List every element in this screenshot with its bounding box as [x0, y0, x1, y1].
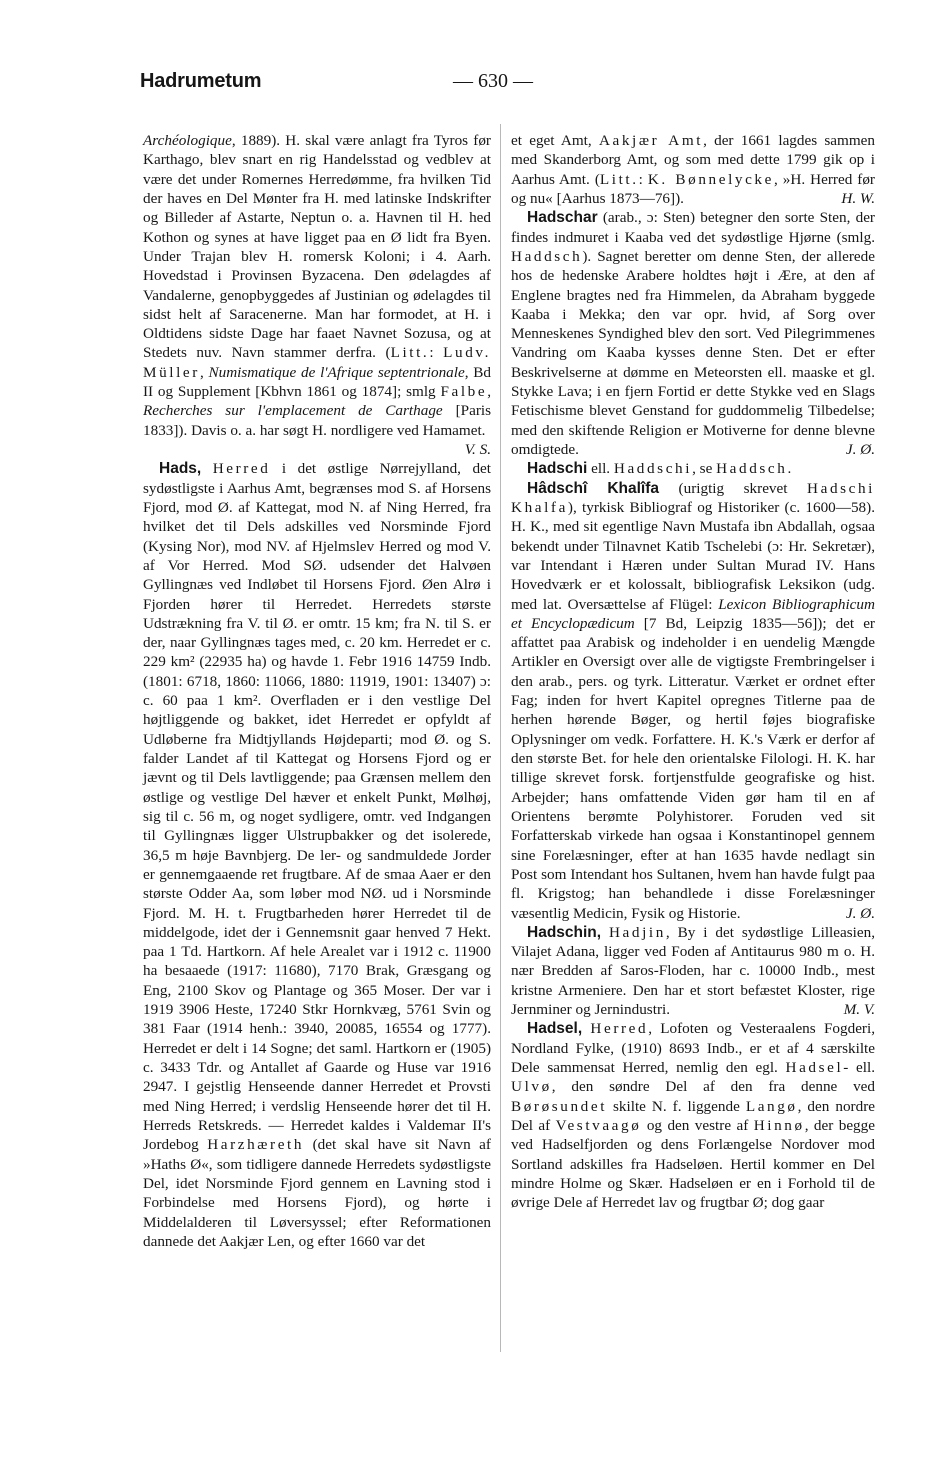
text-spaced: Haddsch	[511, 247, 583, 265]
entry-hadsel	[511, 1019, 875, 1212]
text-spaced: Litt.	[390, 344, 430, 362]
author-signature: J. Ø.	[845, 441, 875, 458]
text: , se	[692, 460, 717, 478]
entry-headword: Hadsel,	[527, 1020, 583, 1038]
text: (det skal have sit Navn af »Haths Ø«, som tidligere dannede Herredets sydøstligste Del, idet Norsminde Fjord gennem en Lavning stod i Forbindelse med Horsens Fjord), og hørte i Middelalderen til Løversyssel; efter Reformationen dannede det Aakjær Len, og efter 1660 var det	[143, 1136, 491, 1250]
text: , der 1661 lagdes sammen med Skanderborg Amt, og som med dette 1799 gik op i Aarhus Amt. (	[511, 132, 875, 188]
text-spaced: Børøsundet	[511, 1097, 608, 1115]
text-spaced: Hadjin	[608, 923, 666, 941]
text-spaced: Haddsch	[716, 460, 788, 478]
text: ell.	[587, 460, 614, 478]
entry-headword: Hadschi	[527, 460, 588, 478]
entry-hads	[143, 459, 491, 1251]
text-spaced: Haddschi	[613, 460, 693, 478]
text-italic: Archéologique	[143, 132, 232, 149]
entry-hadrumetum-continued	[143, 131, 491, 440]
text-spaced: Ludv. Müller	[143, 344, 491, 381]
text-spaced: Litt.	[599, 170, 639, 188]
text-spaced: Hinnø	[753, 1116, 805, 1134]
text: .	[787, 460, 792, 478]
author-signature: H. W.	[841, 189, 875, 207]
text-spaced: Langø	[745, 1097, 798, 1115]
text-spaced: Hadsel	[785, 1059, 844, 1076]
text: ,	[199, 363, 209, 381]
text: :	[429, 344, 444, 362]
text: , »H. Herred før og nu« [Aarhus 1873—76]).	[511, 170, 875, 207]
text: , By i det sydøstlige Lilleasien, Vilajet Adana, ligger ved Foden af Antitaurus 980 m o. H. nær Bredden af Saros-Floden, har c. 10000 Indb., mest kristne Armeniere. Den har et stort befæstet Kloster, rige Jernminer og Jernindustri.	[511, 923, 875, 1019]
text: og den vestre af	[641, 1116, 754, 1134]
text: :	[638, 170, 648, 188]
text: ,	[487, 383, 491, 401]
text-spaced: Herred	[212, 460, 271, 478]
text-spaced: Vestvaagø	[555, 1116, 642, 1134]
text: et eget Amt,	[511, 132, 599, 149]
text: i det østlige Nørrejylland, det sydøstligste i Aarhus Amt, begrænses mod S. af Horsens Fjord, mod Ø. af Kattegat, mod N. af Ning Herred, fra hvilket det til Dels adskilles ved Norsminde Fjord (Kysing Nor), mod NV. af Hjelmslev Herred og mod V. af Vor Herred. Mod SØ. udsender det Halvøen Gyllingnæs ved Indløbet til Horsens Fjord. Øen Alrø i Fjorden hører til Herredet. Herredets største Udstrækning fra V. til Ø. er omtr. 15 km; fra N. til S. er der, naar Gyllingnæs tages med, c. 20 km. Herredet er c. 229 km² (22935 ha) og havde 1. Febr 1916 14759 Indb. (1801: 6718, 1860: 11066, 1880: 11919, 1901: 13407) ɔ: c. 60 paa 1 km². Overfladen er i den vestlige Del højtliggende og bakket, idet Herredet er opfyldt af Udløberne fra Midtjyllands Højdeparti; mod Ø. og S. falder Landet af til Kattegat og Horsens Fjord og er jævnt og til Dels lavtliggende; paa Grænsen mellem den østlige og vestlige Del hæver et enkelt Punkt, Mølhøj, sig til c. 56 m, og noget sydligere, omtr. ved Indgangen til Gyllingnæs ligger Ulstrupbakker og det isolerede, 36,5 m høje Bavnbjerg. De ler- og sandmuldede Jorder er gennemgaaende ret frugtbare. Af de smaa Aaer er den største Odder Aa, som løber mod NØ. ud i Norsminde Fjord. M. H. t. Frugtbarheden hører Herredet til de middelgode, idet der i Gennemsnit gaar henved 7 Hekt. paa 1 Td. Hartkorn. Af hele Arealet var i 1912 c. 11900 ha besaaede (1917: 11680), 7170 Brak, Græsgang og Eng, 2100 Skov og Plantage og 365 Moser. Der var i 1919 3906 Heste, 17240 Stkr Hornkvæg, 5761 Svin og 381 Faar (1914 henh.: 3940, 20085, 16554 og 1777). Herredet er delt i 14 Sogne; det saml. Hartkorn er (1905) c. 3433 Tdr. og Antallet af Gaarde og Huse var 1916 2947. I gejstlig Henseende danner Herredet et Provsti med Ning Herred; i verdslig Henseende hører det til H. Herreds Retskreds. — Herredet kaldes i Valdemar II's Jordebog	[143, 460, 491, 1154]
text: - ell.	[843, 1059, 875, 1076]
column-divider	[500, 124, 501, 1352]
text-spaced: Hadschi Khalfa	[511, 479, 875, 516]
entry-hads-continued	[511, 131, 875, 208]
text: ). Sagnet beretter om denne Sten, der allerede hos de hedenske Arabere holdtes højt i Ære, at den af Englene bragtes ned fra Himmelen, da Abraham byggede Kaaba i Mekka; den var opr. hvid, af Sorg over Menneskenes Syndighed blev den sort. Ved Pilegrimmenes Vandring om Kaaba kysses denne Sten. Det er efter Beskrivelserne at dømme en Meteorsten ell. maaske et gl. Stykke Lava; i en fjern Fortid er dette Stykke ved en Slags Fetischisme blevet Genstand for guddommelig Tilbedelse; med den skiftende Religion er Motiverne for denne blevne omdigtede.	[511, 247, 875, 458]
right-column	[511, 131, 875, 1213]
entry-headword: Hadschin,	[527, 923, 602, 941]
author-signature: J. Ø.	[845, 904, 875, 922]
page-number: — 630 —	[453, 70, 533, 92]
text: , 1889). H. skal være anlagt fra Tyros før Karthago, blev snart en rig Handelsstad og vedblev at være det under Romernes Herredømme, fra hvilken Tid der haves en Del Mønter fra H. med latinske Indskrifter og Billeder af Astarte, Neptun o. a. Havnen til H. hed Kothon og synes at have ligget paa en Ø lidt fra Byen. Under Trajan blev H. romersk Koloni; i 4. Aarh. Hovedstad i Provinsen Byzacena. Den ødelagdes af Vandalerne, genopbyggedes af Justinian og ødelagdes til sidst helt af Saracenerne. Man har formodet, at H. i Oldtidens sidste Dage har faaet Navnet Sozusa, og at Stedets nuv. Navn stammer derfra. (	[143, 132, 491, 362]
running-title: Hadrumetum	[140, 70, 262, 92]
text-spaced: K. Bønnelycke	[647, 170, 774, 188]
text-italic: Numismatique de l'Afrique septentrionale	[208, 363, 465, 381]
text: (arab., ɔ: Sten) betegner den sorte Sten, der findes indmuret i Kaaba ved det sydøstlige Hjørne (smlg.	[511, 209, 875, 246]
text: , Bd II og Supplement [Kbhvn 1861 og 1874]; smlg	[143, 363, 492, 401]
text: , den søndre Del af den fra denne ved	[551, 1078, 875, 1096]
entry-hadschar	[511, 208, 875, 459]
text-spaced: Falbe	[440, 383, 488, 401]
text-spaced: Harzhæreth	[207, 1136, 305, 1154]
text-spaced: Aakjær Amt	[598, 132, 704, 149]
text-spaced: Herred	[590, 1020, 649, 1038]
entry-hadschi	[511, 459, 875, 478]
text: , der begge ved Hadselfjorden og dens Forlængelse Nordover mod Sortland adskilles fra Hadseløen. Hertil kommer en Del mindre Holme og Skær. Hadseløen er en i Forhold til de øvrige Dele af Herredet lav og frugtbar Ø; dog gaar	[511, 1116, 875, 1212]
text-italic: Recherches sur l'emplacement de Carthage	[143, 402, 443, 420]
entry-headword: Hadschar	[527, 209, 598, 227]
text: (urigtig skrevet	[659, 479, 808, 497]
entry-headword: Hâdschî Khalîfa	[527, 479, 660, 497]
text: skilte N. f. liggende	[607, 1097, 746, 1115]
text: [7 Bd, Leipzig 1835—56]); det er affattet paa Arabisk og indeholder i en uendelig Mængde Artikler en Oversigt over alle de vigtigste Frembringelser i den arab., pers. og tyrk. Litteratur. Værket er ordnet efter Fag; inden for hvert Kapitel opregnes Titlerne paa de herhen hørende Bøger, og hertil føjes biografiske Oplysninger om vedk. Forfattere. H. K.'s Værk er derfor af den største Bet. for hele den orientalske Filologi. H. K. har tillige skrevet forsk. fortjenstfulde geografiske og hist. Arbejder; hans omfattende Viden gør ham til en af Orientens berømte Polyhistorer. Foruden ved sit Forfatterskab virkede han ogsaa i Konstantinopel gennem sine Forelæsninger, efter at han 1635 havde nedlagt sin Post som Intendant hos Sultanen, hvem han havde fulgt paa fl. Krigstog; han behandlede i disse Forelæsninger væsentlig Medicin, Fysik og Historie.	[511, 614, 875, 922]
running-header	[140, 70, 885, 100]
left-column	[143, 131, 491, 1251]
author-signature: M. V.	[843, 1001, 875, 1019]
text: ), tyrkisk Bibliograf og Historiker (c. 1600—58). H. K., med sit egentlige Navn Mustafa ibn Abdallah, ogsaa bekendt under Tilnavnet Katib Tschelebi (ɔ: Hr. Sekretær), var Intendant i Hæren under Sultan Murad IV. Hans Hovedværk er et kolossalt, bibliografisk Leksikon (udg. med lat. Oversættelse af Flügel:	[511, 498, 875, 613]
text-spaced: Ulvø	[511, 1078, 552, 1096]
text: [Paris 1833]). Davis o. a. har søgt H. nordligere ved Hamamet.	[143, 402, 492, 439]
entry-hadschi-khalifa	[511, 479, 875, 923]
entry-hadschin	[511, 923, 875, 1020]
entry-headword: Hads,	[159, 460, 202, 478]
author-signature: V. S.	[464, 441, 491, 458]
text	[601, 924, 609, 941]
text: , den nordre Del af	[511, 1097, 875, 1134]
text: , Lofoten og Vesteraalens Fogderi, Nordland Fylke, (1910) 8693 Indb., er et af 4 særskilte Dele sammensat Herred, nemlig den egl.	[511, 1020, 876, 1076]
text-italic: Lexicon Bibliographicum et Encyclopædicum	[511, 595, 875, 632]
